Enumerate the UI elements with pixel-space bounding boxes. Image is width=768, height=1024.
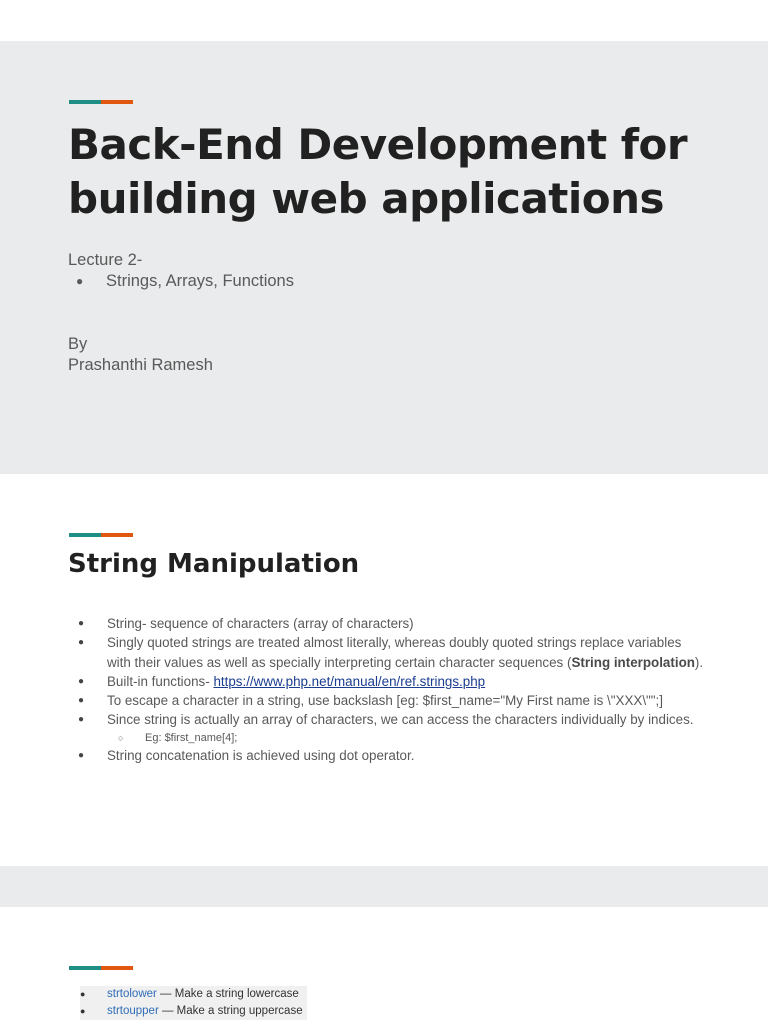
php-manual-link[interactable]: https://www.php.net/manual/en/ref.strings.php (213, 673, 486, 689)
author-block (68, 334, 213, 376)
list-item: ● String- sequence of characters (array of characters) (68, 614, 708, 633)
bullet-text: Since string is actually an array of characters, we can access the characters individually by indices. (107, 712, 694, 728)
list-item (68, 633, 708, 672)
bullet-text: Singly quoted strings are treated almost literally, whereas doubly quoted strings replace variables with their values as well as specially interpreting certain character sequences ( (107, 635, 682, 670)
list-item: ● To escape a character in a string, use backslash [eg: $first_name="My First name is \"XXX\"";] (68, 691, 708, 710)
bold-term: String interpolation (571, 654, 695, 670)
topic-list (68, 271, 294, 292)
subtitle-block (68, 250, 294, 292)
bullet-list (68, 614, 708, 765)
list-item (80, 1003, 307, 1020)
topic-item: ● Strings, Arrays, Functions (68, 271, 294, 292)
by-label: By (68, 335, 88, 353)
bullet-text: ). (694, 654, 704, 670)
accent-bar (69, 533, 133, 537)
section-heading: String Manipulation (68, 549, 360, 579)
accent-bar (69, 966, 133, 970)
function-desc: — Make a string uppercase (158, 1005, 303, 1017)
slide-title: Back-End Development for building web applications (68, 120, 688, 223)
list-item (68, 672, 708, 691)
function-list (80, 986, 307, 1020)
function-name[interactable]: strtolower (107, 988, 157, 1000)
list-item (68, 710, 708, 745)
bullet-text: Built-in functions- (107, 673, 214, 689)
sub-list (107, 730, 708, 746)
list-item (80, 986, 307, 1003)
lecture-label: Lecture 2- (68, 251, 143, 269)
function-desc: — Make a string lowercase (156, 988, 299, 1000)
next-slide-header (0, 866, 768, 907)
author-name: Prashanthi Ramesh (68, 356, 213, 374)
sub-list-item: ○ Eg: $first_name[4]; (107, 730, 708, 746)
accent-bar (69, 100, 133, 104)
function-name[interactable]: strtoupper (107, 1005, 159, 1017)
list-item: ● String concatenation is achieved using dot operator. (68, 746, 708, 765)
